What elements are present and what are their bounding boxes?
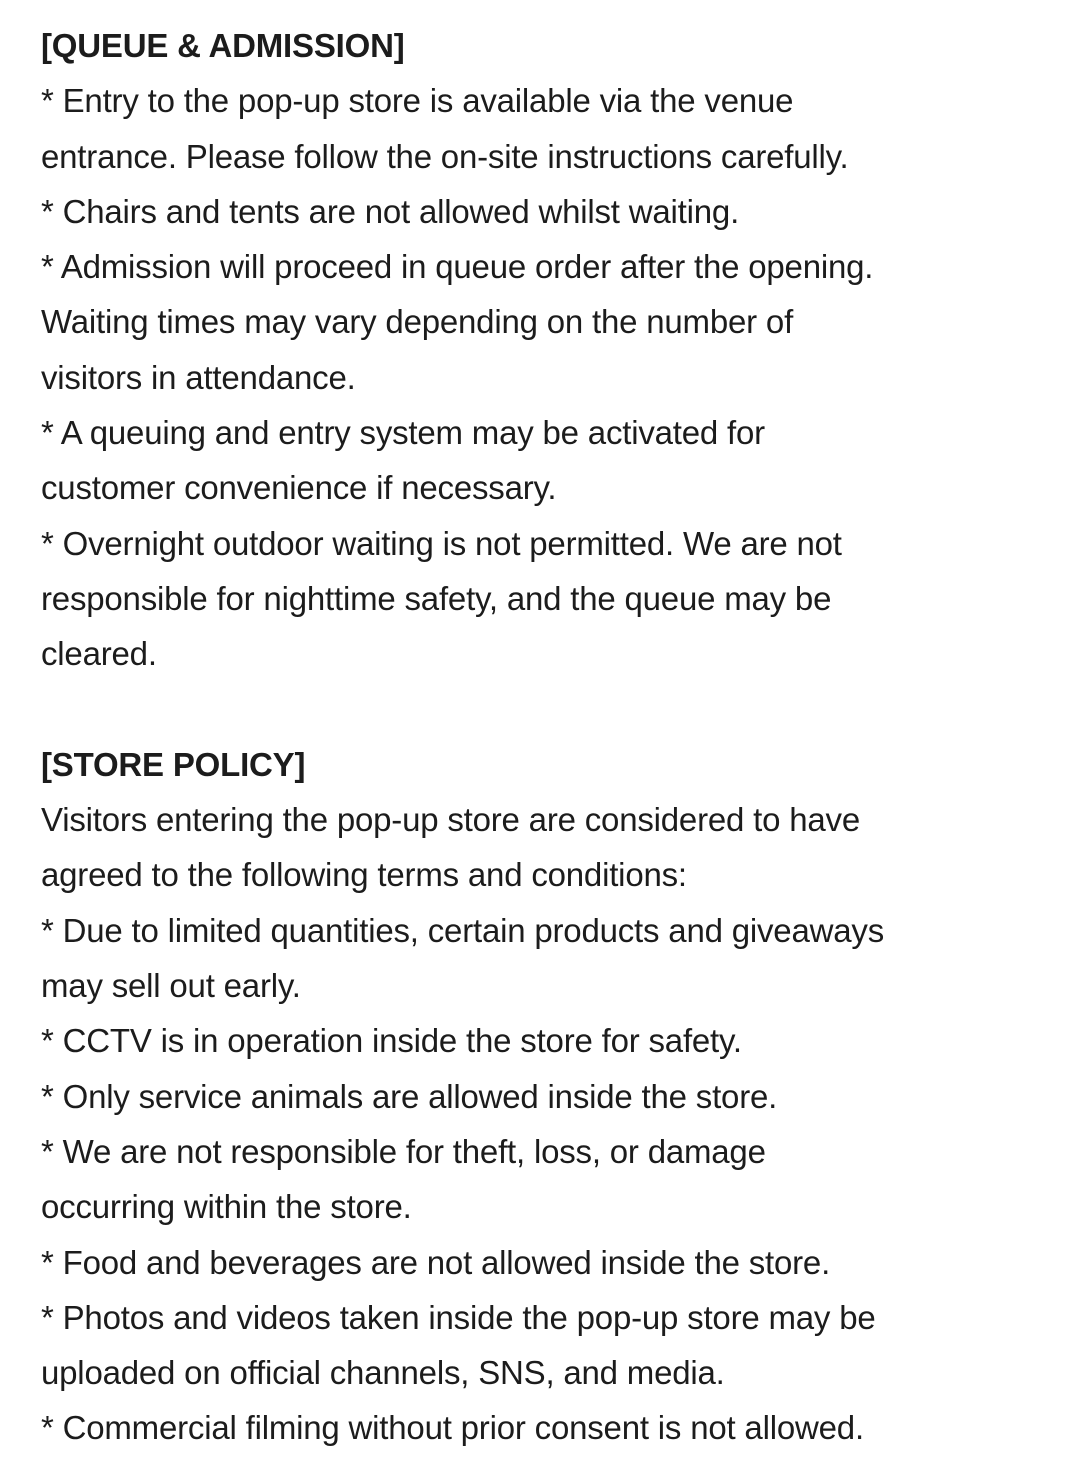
text-line: * Due to limited quantities, certain products and giveaways [41, 911, 884, 949]
text-line: Waiting times may vary depending on the number of [41, 303, 794, 341]
text-line: customer convenience if necessary. [41, 469, 557, 507]
section-heading: [QUEUE & ADMISSION] [41, 27, 405, 64]
section-spacer [41, 682, 1061, 737]
text-line: * Photos and videos taken inside the pop-up store may be [41, 1298, 876, 1336]
text-line: * Overnight outdoor waiting is not permitted. We are not [41, 524, 842, 562]
section-queue-admission [41, 18, 1061, 682]
text-line: * Food and beverages are not allowed inside the store. [41, 1243, 831, 1281]
text-line: * Admission will proceed in queue order after the opening. [41, 248, 874, 286]
text-line: visitors in attendance. [41, 358, 356, 396]
text-line: * Only service animals are allowed inside the store. [41, 1077, 778, 1115]
text-line: * CCTV is in operation inside the store for safety. [41, 1022, 742, 1060]
section-store-policy [41, 737, 1061, 1456]
text-line: uploaded on official channels, SNS, and media. [41, 1354, 725, 1392]
section-heading: [STORE POLICY] [41, 745, 306, 783]
text-line: * We are not responsible for theft, loss, or damage [41, 1132, 766, 1170]
text-line: agreed to the following terms and conditions: [41, 856, 687, 894]
text-line: cleared. [41, 635, 157, 673]
text-line: * Entry to the pop-up store is available via the venue [41, 82, 794, 120]
text-line: entrance. Please follow the on-site instructions carefully. [41, 137, 849, 175]
text-line: occurring within the store. [41, 1188, 412, 1226]
text-line: * A queuing and entry system may be activated for [41, 414, 765, 452]
text-line: responsible for nighttime safety, and the queue may be [41, 579, 832, 617]
text-line: * Commercial filming without prior consent is not allowed. [41, 1409, 864, 1447]
policy-document [41, 18, 1061, 1456]
text-line: Visitors entering the pop-up store are considered to have [41, 801, 860, 839]
text-line: * Chairs and tents are not allowed whilst waiting. [41, 192, 740, 230]
text-line: may sell out early. [41, 967, 301, 1005]
